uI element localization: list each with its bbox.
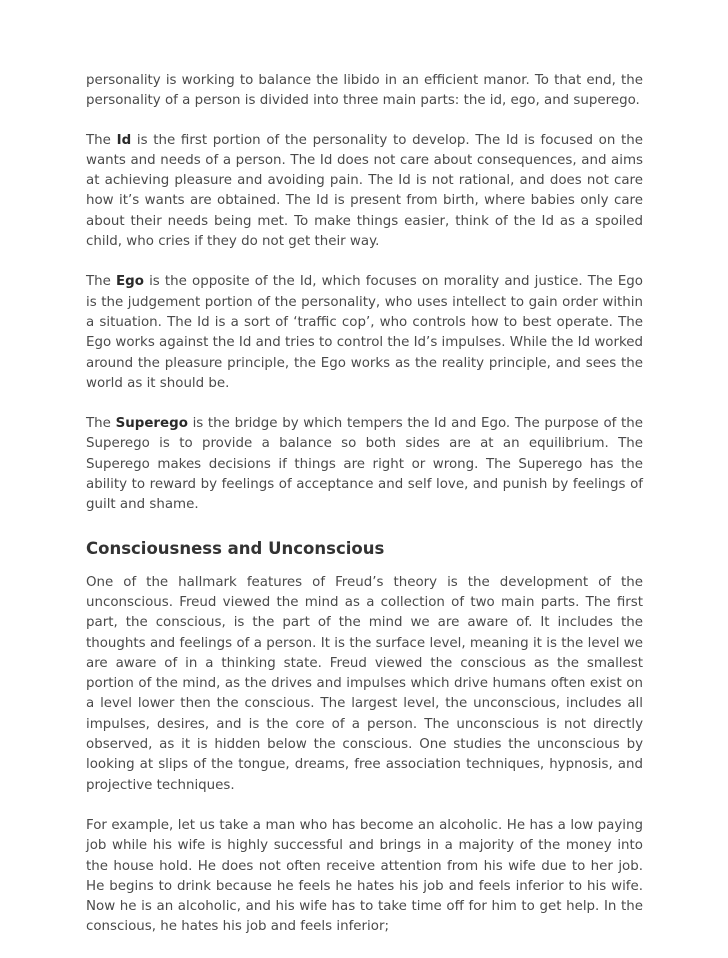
ego-text: is the opposite of the Id, which focuses on morality and justice. The Ego is the judgement portion of the personality, who uses intellect to gain order within a situation. The Id is a sort of ‘traffic cop’, who controls how to best operate. The Ego works against the Id and tries to control the Id’s impulses. While the Id worked around the pleasure principle, the Ego works as the reality principle, and sees the world as it should be.: [86, 274, 643, 391]
id-term: Id: [116, 132, 132, 148]
conscious-paragraph: One of the hallmark features of Freud’s theory is the development of the unconscious. Freud viewed the mind as a collection of two main parts. The first part, the conscious, is the part of the mind we are aware of. It includes the thoughts and feelings of a person. It is the surface level, meaning it is the level we are aware of in a thinking state. Freud viewed the conscious as the smallest portion of the mind, as the drives and impulses which drive humans often exist on a level lower then the conscious. The largest level, the unconscious, includes all impulses, desires, and is the core of a person. The unconscious is not directly observed, as it is hidden below the conscious. One studies the unconscious by looking at slips of the tongue, dreams, free association techniques, hypnosis, and projective techniques.: [86, 574, 643, 793]
superego-term: Superego: [115, 416, 188, 432]
id-prefix: The: [86, 132, 117, 148]
superego-prefix: The: [86, 416, 116, 432]
id-paragraph: [86, 131, 643, 253]
ego-term: Ego: [116, 274, 144, 290]
superego-text: is the bridge by which tempers the Id and Ego. The purpose of the Superego is to provide a balance so both sides are at an equilibrium. The Superego makes decisions if things are right or wrong. The Superego has the ability to reward by feelings of acceptance and self love, and punish by feelings of guilt and shame.: [86, 416, 643, 513]
example-paragraph: For example, let us take a man who has become an alcoholic. He has a low paying job while his wife is highly successful and brings in a majority of the money into the house hold. He does not often receive attention from his wife due to her job. He begins to drink because he feels he hates his job and feels inferior to his wife. Now he is an alcoholic, and his wife has to take time off for him to get help. In the conscious, he hates his job and feels inferior;: [86, 817, 643, 935]
document-page: [86, 71, 643, 958]
intro-paragraph: personality is working to balance the libido in an efficient manor. To that end, the personality of a person is divided into three main parts: the id, ego, and superego.: [86, 73, 643, 109]
ego-paragraph: [86, 272, 643, 394]
superego-paragraph: [86, 414, 643, 515]
id-text: is the first portion of the personality to develop. The Id is focused on the wants and needs of a person. The Id does not care about consequences, and aims at achieving pleasure and avoiding pain. The Id is not rational, and does not care how it’s wants are obtained. The Id is present from birth, where babies only care about their needs being met. To make things easier, think of the Id as a spoiled child, who cries if they do not get their way.: [86, 132, 644, 250]
ego-prefix: The: [86, 274, 117, 290]
section-heading: Consciousness and Unconscious: [86, 538, 385, 558]
